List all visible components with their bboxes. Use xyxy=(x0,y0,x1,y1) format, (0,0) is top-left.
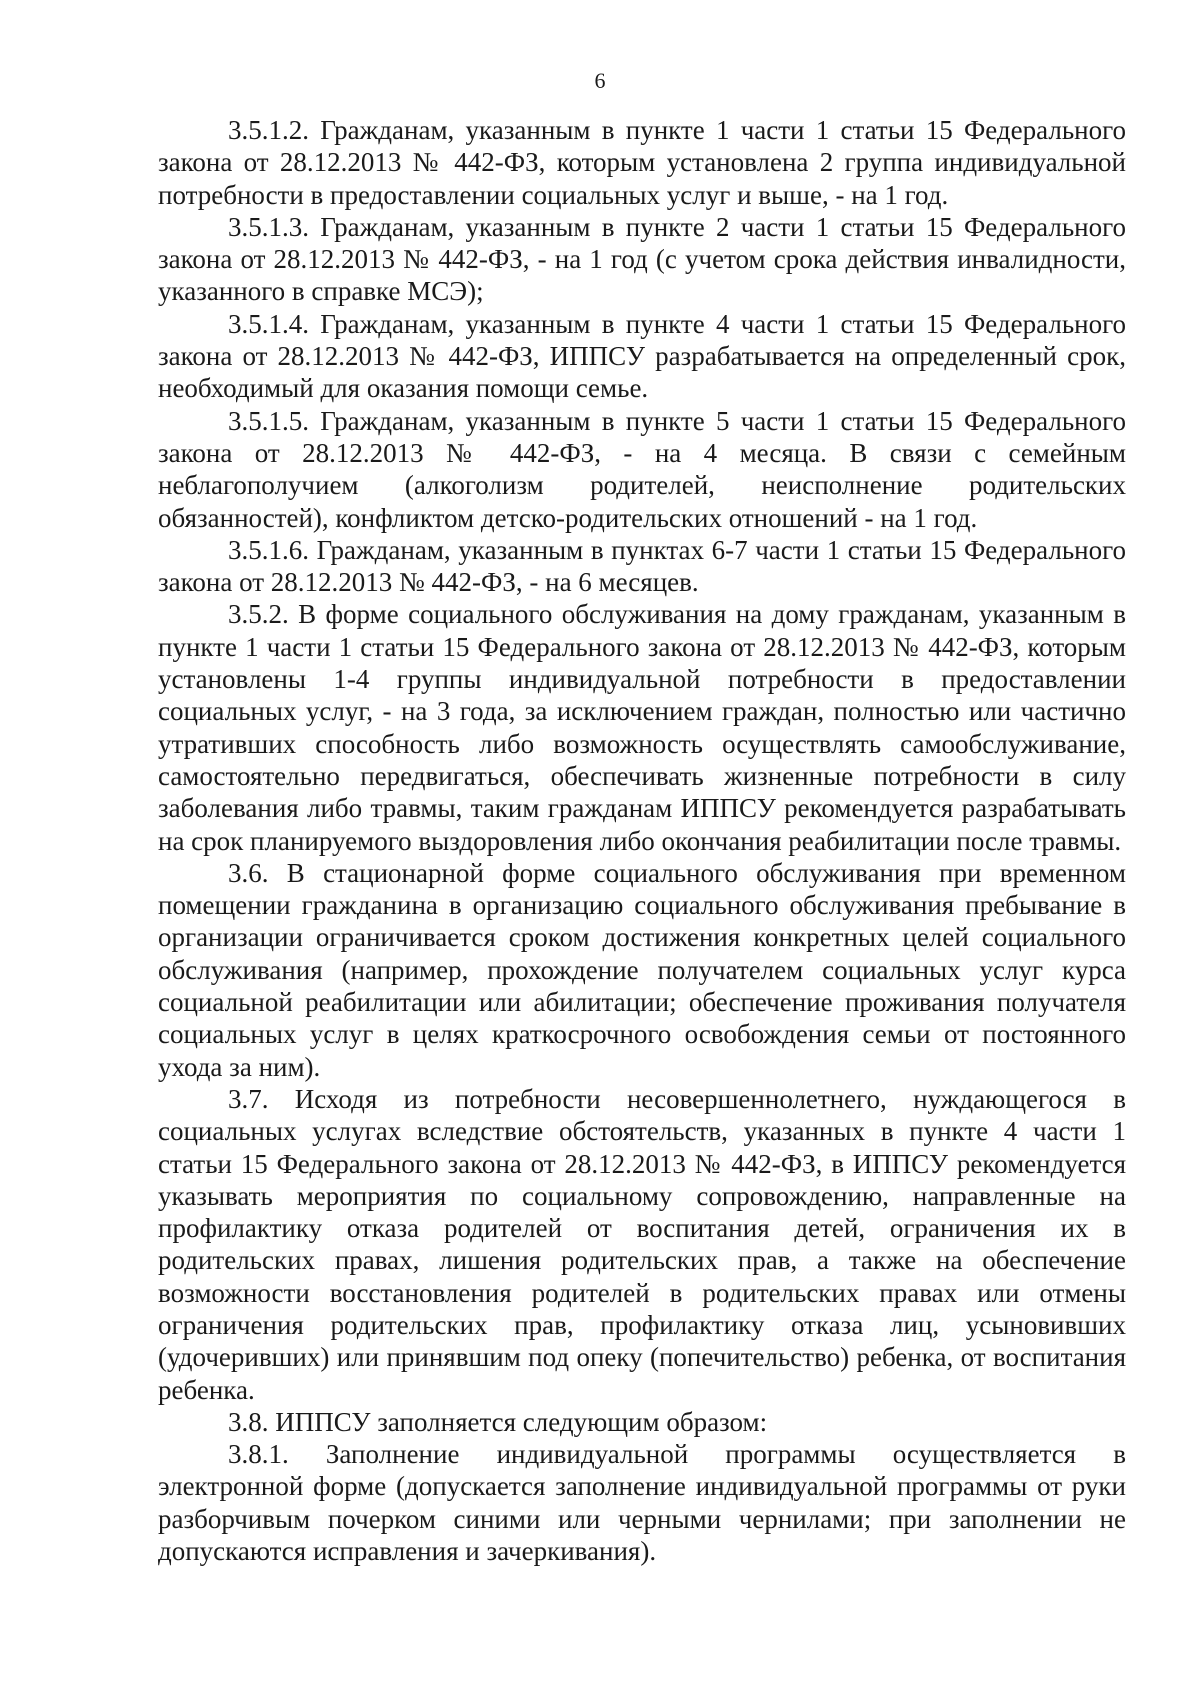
paragraph-3-5-1-6: 3.5.1.6. Гражданам, указанным в пунктах 6-7 части 1 статьи 15 Федерального закона от 28.12.2013 № 442-ФЗ, - на 6 месяцев. xyxy=(158,534,1126,598)
paragraph-3-5-1-3: 3.5.1.3. Гражданам, указанным в пункте 2 части 1 статьи 15 Федерального закона от 28.12.2013 № 442-ФЗ, - на 1 год (с учетом срока действия инвалидности, указанного в справке МСЭ); xyxy=(158,211,1126,307)
document-body xyxy=(158,114,1126,1567)
paragraph-3-6: 3.6. В стационарной форме социального обслуживания при временном помещении гражданина в организацию социального обслуживания пребывание в организации ограничивается сроком достижения конкретных целей социального обслуживания (например, прохождение получателем социальных услуг курса социальной реабилитации или абилитации; обеспечение проживания получателя социальных услуг в целях краткосрочного освобождения семьи от постоянного ухода за ним). xyxy=(158,857,1126,1082)
paragraph-3-5-1-4: 3.5.1.4. Гражданам, указанным в пункте 4 части 1 статьи 15 Федерального закона от 28.12.2013 № 442-ФЗ, ИППСУ разрабатывается на определенный срок, необходимый для оказания помощи семье. xyxy=(158,308,1126,404)
paragraph-3-5-2: 3.5.2. В форме социального обслуживания на дому гражданам, указанным в пункте 1 части 1 статьи 15 Федерального закона от 28.12.2013 № 442-ФЗ, которым установлены 1-4 группы индивидуальной потребности в предоставлении социальных услуг, - на 3 года, за исключением граждан, полностью или частично утративших способность либо возможность осуществлять самообслуживание, самостоятельно передвигаться, обеспечивать жизненные потребности в силу заболевания либо травмы, таким гражданам ИППСУ рекомендуется разрабатывать на срок планируемого выздоровления либо окончания реабилитации после травмы. xyxy=(158,599,1126,856)
paragraph-3-5-1-2: 3.5.1.2. Гражданам, указанным в пункте 1 части 1 статьи 15 Федерального закона от 28.12.2013 № 442-ФЗ, которым установлена 2 группа индивидуальной потребности в предоставлении социальных услуг и выше, - на 1 год. xyxy=(158,115,1126,210)
paragraph-3-7: 3.7. Исходя из потребности несовершеннолетнего, нуждающегося в социальных услугах вследствие обстоятельств, указанных в пункте 4 части 1 статьи 15 Федерального закона от 28.12.2013 № 442-ФЗ, в ИППСУ рекомендуется указывать мероприятия по социальному сопровождению, направленные на профилактику отказа родителей от воспитания детей, ограничения их в родительских правах, лишения родительских прав, а также на обеспечение возможности восстановления родителей в родительских правах или отмены ограничения родительских прав, профилактику отказа лиц, усыновивших (удочеривших) или принявшим под опеку (попечительство) ребенка, от воспитания ребенка. xyxy=(158,1083,1126,1405)
paragraph-3-5-1-5: 3.5.1.5. Гражданам, указанным в пункте 5 части 1 статьи 15 Федерального закона от 28.12.2013 № 442-ФЗ, - на 4 месяца. В связи с семейным неблагополучием (алкоголизм родителей, неисполнение родительских обязанностей), конфликтом детско-родительских отношений - на 1 год. xyxy=(158,405,1126,533)
paragraph-3-8-1: 3.8.1. Заполнение индивидуальной программы осуществляется в электронной форме (допускается заполнение индивидуальной программы от руки разборчивым почерком синими или черными чернилами; при заполнении не допускаются исправления и зачеркивания). xyxy=(158,1439,1126,1567)
paragraph-3-8: 3.8. ИППСУ заполняется следующим образом: xyxy=(228,1406,768,1437)
page-number: 6 xyxy=(594,68,606,93)
